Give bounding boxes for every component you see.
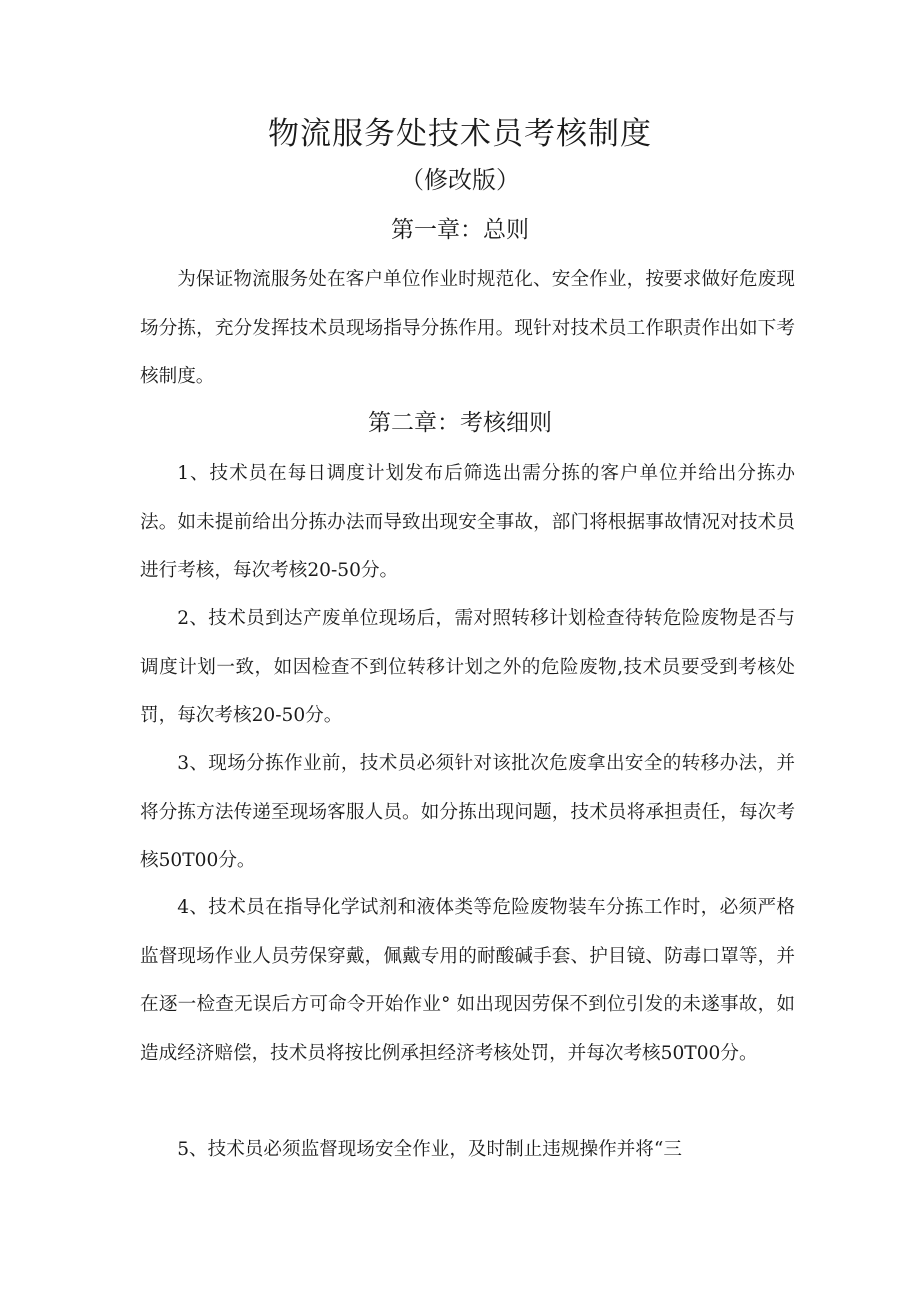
- chapter-2-heading: 第二章：考核细则: [368, 410, 552, 436]
- document-subtitle: （修改版）: [400, 166, 520, 194]
- general-provisions-paragraph: 为保证物流服务处在客户单位作业时规范化、安全作业，按要求做好危废现场分拣，充分发挥技术员现场指导分拣作用。现针对技术员工作职责作出如下考核制度。: [140, 269, 795, 387]
- chapter-1-heading: 第一章：总则: [391, 217, 529, 243]
- rule-4-paragraph: 4、技术员在指导化学试剂和液体类等危险废物装车分拣工作时，必须严格监督现场作业人员劳保穿戴，佩戴专用的耐酸碱手套、护目镜、防毒口罩等，并在逐一检查无误后方可命令开始作业° 如出现因劳保不到位引发的未遂事故，如造成经济赔偿，技术员将按比例承担经济考核处罚，并每次考核50T00分。: [140, 897, 795, 1064]
- rule-5-paragraph: 5、技术员必须监督现场安全作业，及时制止违规操作并将“三: [177, 1139, 682, 1160]
- document-title: 物流服务处技术员考核制度: [268, 116, 652, 152]
- rule-2-paragraph: 2、技术员到达产废单位现场后，需对照转移计划检查待转危险废物是否与调度计划一致，如因检查不到位转移计划之外的危险废物,技术员要受到考核处罚，每次考核20-50分。: [140, 608, 795, 726]
- rule-3-paragraph: 3、现场分拣作业前，技术员必须针对该批次危废拿出安全的转移办法，并将分拣方法传递至现场客服人员。如分拣出现问题，技术员将承担责任，每次考核50T00分。: [140, 753, 795, 871]
- rule-1-paragraph: 1、技术员在每日调度计划发布后筛选出需分拣的客户单位并给出分拣办法。如未提前给出分拣办法而导致出现安全事故，部门将根据事故情况对技术员进行考核，每次考核20-50分。: [140, 463, 795, 581]
